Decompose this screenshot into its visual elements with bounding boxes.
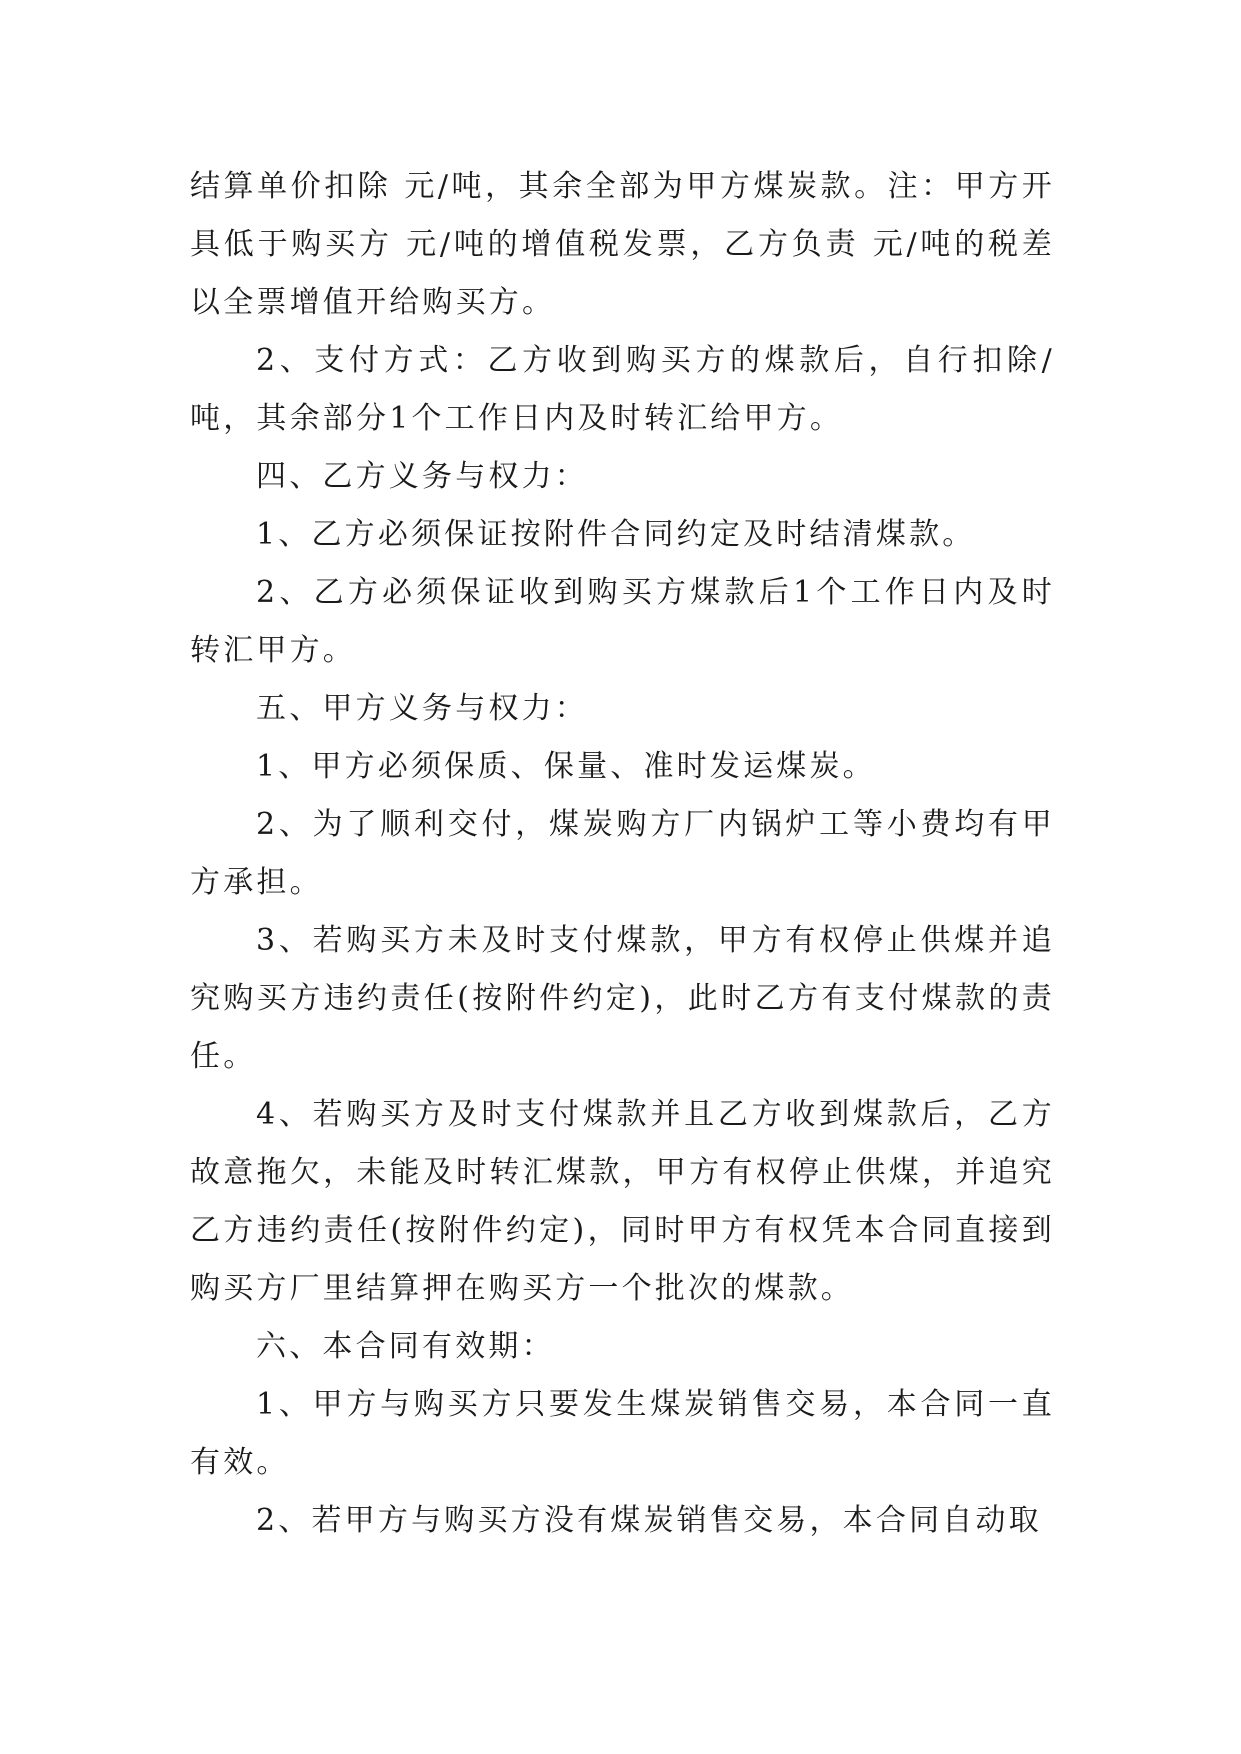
paragraph-party-a-clause-4: 4、若购买方及时支付煤款并且乙方收到煤款后，乙方故意拖欠，未能及时转汇煤款，甲方有权停止供煤，并追究乙方违约责任(按附件约定)，同时甲方有权凭本合同直接到购买方厂里结算押在购买方一个批次的煤款。 [190, 1097, 1055, 1306]
heading-party-b-obligations: 四、乙方义务与权力： [256, 459, 588, 494]
paragraph-party-a-clause-2: 2、为了顺利交付，煤炭购方厂内锅炉工等小费均有甲方承担。 [190, 807, 1055, 900]
paragraph-party-b-clause-1: 1、乙方必须保证按附件合同约定及时结清煤款。 [256, 517, 976, 552]
paragraph-validity-clause-1: 1、甲方与购买方只要发生煤炭销售交易，本合同一直有效。 [190, 1387, 1055, 1480]
paragraph-party-b-clause-2: 2、乙方必须保证收到购买方煤款后1个工作日内及时转汇甲方。 [190, 575, 1055, 668]
heading-party-a-obligations: 五、甲方义务与权力： [256, 691, 588, 726]
contract-body [190, 158, 1055, 1550]
paragraph-settlement-price: 结算单价扣除 元/吨，其余全部为甲方煤炭款。注：甲方开具低于购买方 元/吨的增值税发票，乙方负责 元/吨的税差以全票增值开给购买方。 [190, 169, 1055, 320]
paragraph-validity-clause-2: 2、若甲方与购买方没有煤炭销售交易，本合同自动取 [256, 1503, 1042, 1538]
paragraph-payment-method: 2、支付方式：乙方收到购买方的煤款后，自行扣除/吨，其余部分1个工作日内及时转汇给甲方。 [190, 343, 1055, 436]
paragraph-party-a-clause-1: 1、甲方必须保质、保量、准时发运煤炭。 [256, 749, 876, 784]
heading-validity-period: 六、本合同有效期： [256, 1329, 555, 1364]
paragraph-party-a-clause-3: 3、若购买方未及时支付煤款，甲方有权停止供煤并追究购买方违约责任(按附件约定)，此时乙方有支付煤款的责任。 [190, 923, 1055, 1074]
